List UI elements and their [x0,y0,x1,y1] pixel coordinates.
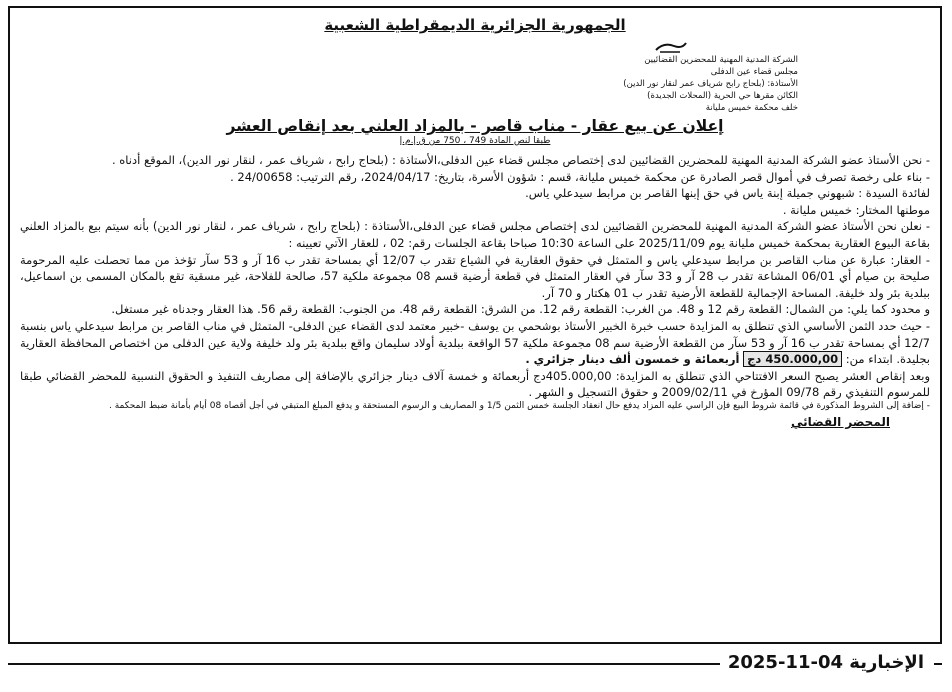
issuer-line: الكائن مقرها حي الحرية (المحلات الجديدة) [647,91,798,101]
paragraph-beneficiary: لفائدة السيدة : شبهوني جميلة إبنة ياس في حق إبنها القاصر بن مرابط سيدعلي ياس. [525,186,930,201]
issuer-line: مجلس قضاء عين الدفلى [710,67,798,77]
paragraph-announcement: - نعلن نحن الأستاذ عضو الشركة المدنية المهنية للمحضرين القضائيين لدى إختصاص مجلس قضاء عين الدفلى،الأستاذة : (بلحاج رابح ، شرياف عمر ، لنقار نور الدين) بأنه سيتم بيع بالمزاد العلني بقاعة البيوع العقارية بمحكمة خميس مليانة يوم 2025/11/09 على الساعة 10:30 صباحا بقاعة الجلسات رقم: 02 ، للعقار الآتي تعيينه : [20,219,930,250]
footer-rule [8,663,728,665]
price-box: 450.000,00 دج [743,351,842,367]
paragraph-authorization: - بناء على رخصة تصرف في أموال قصر الصادرة عن محكمة خميس مليانة، قسم : شؤون الأسرة، بتاريخ: 2024/04/17، رقم الترتيب: 24/00658 . [230,169,930,184]
base-price-text: - حيث حدد الثمن الأساسي الذي تنطلق به المزايدة حسب خبرة الخبير الأستاذ بوشحمي بن يوسف -خبير معتمد لدى القضاء عين الدفلى- المتمثل في مناب القاصر بن مرابط سيدعلي ياس بنسبة 12/7 أي بمساحة تقدر ب 16 آر و 53 سآر من القطعة الأرضية سم 08 مجموعة ملكية 57 الواقعة ببلدية أولاد سليمان واقع ببلدية بئر ولد خليفة ولاية عين الدفلى من اختصاص المحافظة العقارية بجليدة. ابتداء من: [20,318,930,367]
paragraph-boundaries: و محدود كما يلي: من الشمال: القطعة رقم 12 و 48. من الغرب: القطعة رقم 12. من الشرق: القطعة رقم 48. من الجنوب: القطعة رقم 56. هذا العقار وجدناه غير مستغل. [111,302,930,317]
paragraph-reduced-price: وبعد إنقاص العشر يصبح السعر الافتتاحي الذي تنطلق به المزايدة: 405.000,00دج أربعمائة و خمسة آلاف دينار جزائري بالإضافة إلى مصاريف التنفيذ و الحقوق النسبية للمحضر القضائي طبقا للمرسوم التنفيذي رقم 09/78 المؤرخ في 2009/02/11 و حقوق التسجيل و الشهر . [20,368,930,400]
signature: المحضر القضائي [790,414,890,429]
paragraph-property: - العقار: عبارة عن مناب القاصر بن مرابط سيدعلي ياس و المتمثل في حقوق العقارية في الشياع تقدر ب 12/07 أي بمساحة تقدر ب 16 آر و 53 سآر تؤخذ من مما تحصلت عليه المرحومة صليحة بن صيام أي 06/01 المشاعة تقدر ب 28 آر و 33 سآر في العقار المتمثل في قطعة أرضية قسم 08 مجموعة ملكية 57، صالحة للفلاحة، غير مسقية تقع بالمكان المسمى بن اسماعيل، ببلدية بئر ولد خليفة. المساحة الإجمالية للقطعة الأرضية تقدر ب 01 هكتار و 70 آر. [20,252,930,300]
paragraph-bailiff: - نحن الأستاذ عضو الشركة المدنية المهنية للمحضرين القضائيين لدى إختصاص مجلس قضاء عين الدفلى،الأستاذة : (بلحاج رابح ، شرياف عمر ، لنقار نور الدين)، الموقع أدناه . [111,153,930,167]
scales-icon [654,40,688,54]
issuer-line: خلف محكمة خميس مليانة [705,103,798,113]
footnote: - إضافة إلى الشروط المذكورة في قائمة شروط البيع فإن الراسي عليه المزاد يدفع حال انعقاد الجلسة خمس الثمن 1/5 و المصاريف و الرسوم المستحقة و يدفع المبلغ المتبقي في أجل أقصاه 08 أيام بأمانة ضبط المحكمة . [108,400,930,411]
price-words: أربعمائة و خمسون ألف دينار جزائري . [525,352,740,367]
notice-subtitle: طبقا لنص المادة 749 ، 750 من ق.إ.م.إ [399,136,551,146]
republic-heading: الجمهورية الجزائرية الديمقراطية الشعبية [324,16,626,34]
issuer-line: الأستاذة: (بلحاج رابح شرياف عمر لنقار نور الدين) [623,79,798,89]
paragraph-domicile: موطنها المختار: خميس مليانة . [782,202,930,217]
issuer-block [20,40,930,114]
issuer-address [498,40,798,114]
notice-title: إعلان عن بيع عقار - مناب قاصر - بالمزاد العلني بعد إنقاص العشر [226,117,724,135]
footer-rule-short [934,663,942,665]
publication-name: الإخبارية 04-11-2025 [720,652,932,673]
issuer-logo [498,40,798,54]
issuer-line: الشركة المدنية المهنية للمحضرين القضائيين [644,55,798,65]
legal-notice [8,6,942,644]
footer [8,648,942,682]
paragraph-base-price [20,318,930,368]
